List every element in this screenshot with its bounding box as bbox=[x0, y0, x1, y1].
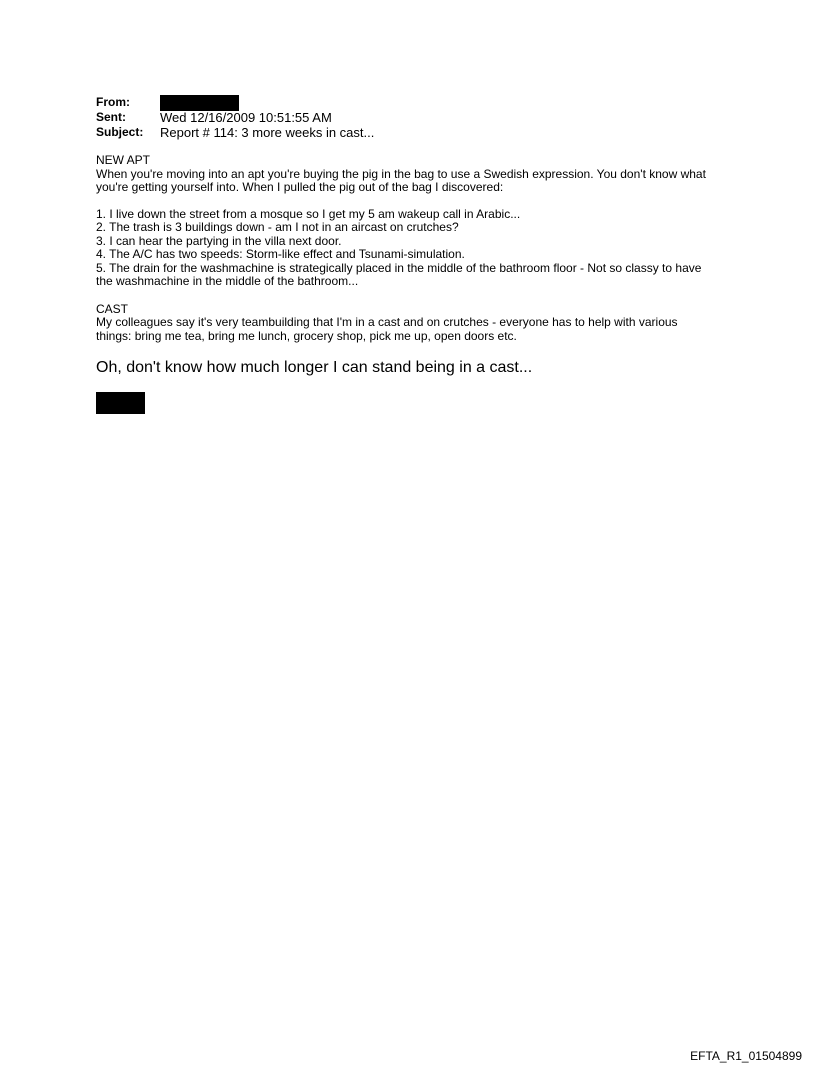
list-item: 1. I live down the street from a mosque so I get my 5 am wakeup call in Arabic... bbox=[96, 206, 521, 221]
list-item: 3. I can hear the partying in the villa next door. bbox=[96, 233, 342, 248]
redacted-signature bbox=[96, 392, 145, 414]
redacted-sender bbox=[160, 95, 239, 111]
closing-line: Oh, don't know how much longer I can stand being in a cast... bbox=[96, 359, 533, 376]
paragraph-new-apt: When you're moving into an apt you're buying the pig in the bag to use a Swedish expression. You don't know what you're getting yourself into. When I pulled the pig out of the bag I discovered: bbox=[96, 166, 706, 194]
from-label: From: bbox=[96, 94, 130, 109]
subject-label: Subject: bbox=[96, 124, 144, 139]
sent-label: Sent: bbox=[96, 109, 126, 124]
sent-row bbox=[96, 110, 716, 125]
list-item: 2. The trash is 3 buildings down - am I not in an aircast on crutches? bbox=[96, 220, 459, 234]
email-document bbox=[96, 95, 716, 414]
paragraph-cast: My colleagues say it's very teambuilding that I'm in a cast and on crutches - everyone has to help with various things: bring me tea, bring me lunch, grocery shop, pick me up, open doors etc. bbox=[96, 315, 678, 343]
sent-value: Wed 12/16/2009 10:51:55 AM bbox=[160, 109, 332, 125]
from-row bbox=[96, 95, 716, 110]
document-id: EFTA_R1_01504899 bbox=[690, 1049, 802, 1063]
section-cast bbox=[96, 303, 716, 344]
section-title-new-apt: NEW APT bbox=[96, 153, 151, 167]
section-title-cast: CAST bbox=[96, 301, 129, 316]
subject-row bbox=[96, 125, 716, 140]
list-item: 5. The drain for the washmachine is strategically placed in the middle of the bathroom floor - Not so classy to have the washmachine in the middle of the bathroom... bbox=[96, 260, 702, 288]
subject-value: Report # 114: 3 more weeks in cast... bbox=[160, 124, 375, 140]
section-new-apt bbox=[96, 154, 716, 289]
list-item: 4. The A/C has two speeds: Storm-like effect and Tsunami-simulation. bbox=[96, 247, 465, 261]
discoveries-list bbox=[96, 208, 716, 289]
